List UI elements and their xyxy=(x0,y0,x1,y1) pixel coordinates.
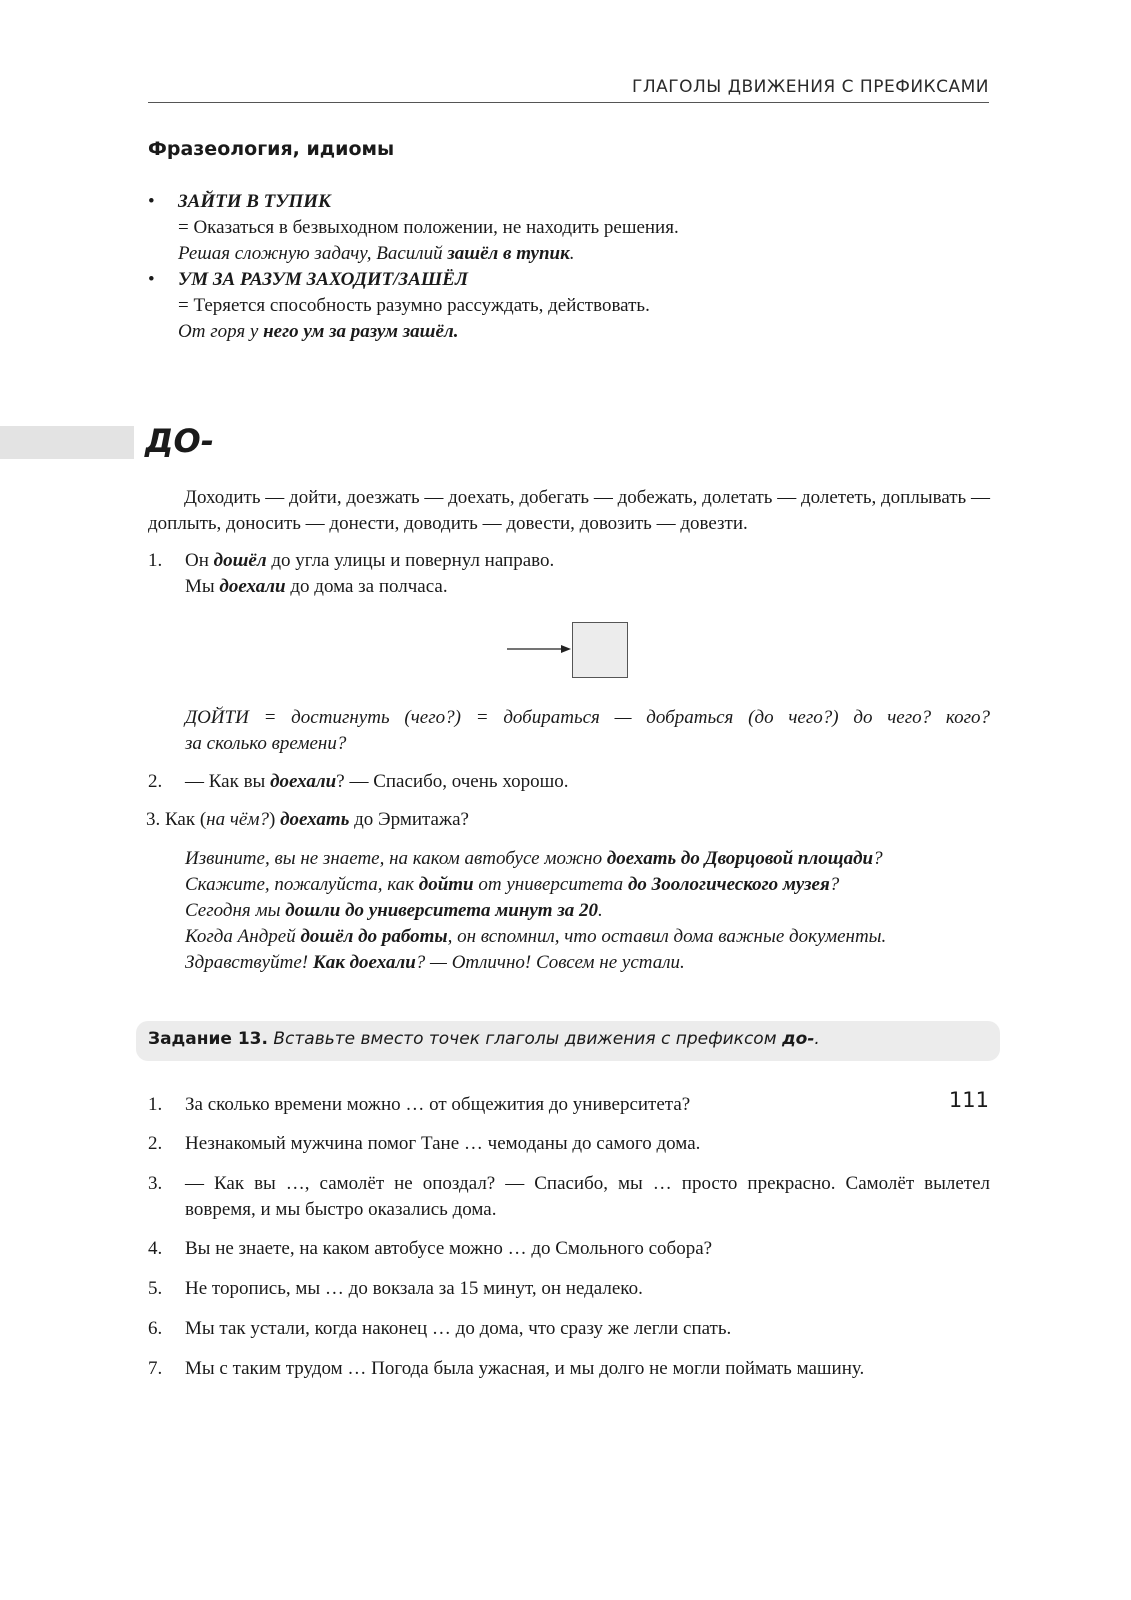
exercise-item: Мы так устали, когда наконец … до дома, что сразу же легли спать. xyxy=(185,1318,732,1339)
arrow-icon xyxy=(505,640,575,658)
example-sentence: Извините, вы не знаете, на каком автобусе можно доехать до Дворцовой площади? xyxy=(185,848,883,869)
page-number: 111 xyxy=(948,1088,989,1112)
bullet-icon: • xyxy=(148,269,155,290)
example-sentence: Когда Андрей дошёл до работы, он вспомнил, что оставил дома важные документы. xyxy=(185,926,887,947)
task-instruction: Задание 13. Вставьте вместо точек глаголы движения с префиксом до-. xyxy=(148,1029,820,1049)
definition-line: ДОЙТИ = достигнуть (чего?) = добираться — добраться (до чего?) до чего? кого? xyxy=(185,707,991,728)
example-sentence: Сегодня мы дошли до университета минут за 20. xyxy=(185,900,603,921)
example-line: — Как вы доехали? — Спасибо, очень хорошо. xyxy=(185,771,569,792)
bullet-icon: • xyxy=(148,191,155,212)
target-box xyxy=(572,622,628,678)
idiom-meaning: = Оказаться в безвыходном положении, не находить решения. xyxy=(178,217,679,238)
exercise-item: Не торопись, мы … до вокзала за 15 минут, он недалеко. xyxy=(185,1278,643,1299)
idiom-example: Решая сложную задачу, Василий зашёл в тупик. xyxy=(178,243,575,264)
example-line: Мы доехали до дома за полчаса. xyxy=(185,576,448,597)
list-number: 1. xyxy=(148,550,163,571)
exercise-item: Вы не знаете, на каком автобусе можно … до Смольного собора? xyxy=(185,1238,713,1259)
phraseology-title: Фразеология, идиомы xyxy=(148,138,395,160)
section-heading: ДО- xyxy=(145,422,214,460)
list-number: 2. xyxy=(148,771,163,792)
intro-paragraph: Доходить — дойти, доезжать — доехать, добегать — добежать, долетать — долететь, доплывать — доплыть, доносить — донести, доводить — довести, довозить — довезти. xyxy=(148,487,990,534)
header-divider xyxy=(148,102,989,103)
list-number: 4. xyxy=(148,1238,163,1259)
definition-line: за сколько времени? xyxy=(185,733,347,754)
running-header: ГЛАГОЛЫ ДВИЖЕНИЯ С ПРЕФИКСАМИ xyxy=(632,77,989,97)
list-number: 6. xyxy=(148,1318,163,1339)
example-sentence: Здравствуйте! Как доехали? — Отлично! Совсем не устали. xyxy=(185,952,685,973)
example-line: Он дошёл до угла улицы и повернул направо. xyxy=(185,550,555,571)
list-number: 3. xyxy=(148,1173,163,1194)
example-sentence: Скажите, пожалуйста, как дойти от университета до Зоологического музея? xyxy=(185,874,840,895)
idiom-example: От горя у него ум за разум зашёл. xyxy=(178,321,459,342)
idiom-name: ЗАЙТИ В ТУПИК xyxy=(178,191,331,212)
list-number: 1. xyxy=(148,1094,163,1115)
example-line: 3. Как (на чём?) доехать до Эрмитажа? xyxy=(146,809,469,830)
exercise-item: Мы с таким трудом … Погода была ужасная, и мы долго не могли поймать машину. xyxy=(185,1358,865,1379)
idiom-meaning: = Теряется способность разумно рассуждать, действовать. xyxy=(178,295,650,316)
idiom-name: УМ ЗА РАЗУМ ЗАХОДИТ/ЗАШЁЛ xyxy=(178,269,468,290)
list-number: 5. xyxy=(148,1278,163,1299)
list-number: 7. xyxy=(148,1358,163,1379)
exercise-item: — Как вы …, самолёт не опоздал? — Спасибо, мы … просто прекрасно. Самолёт вылетел вовремя, и мы быстро оказались дома. xyxy=(185,1173,990,1220)
exercise-item: Незнакомый мужчина помог Тане … чемоданы до самого дома. xyxy=(185,1133,701,1154)
exercise-item: За сколько времени можно … от общежития до университета? xyxy=(185,1094,691,1115)
list-number: 2. xyxy=(148,1133,163,1154)
section-marker xyxy=(0,426,134,459)
